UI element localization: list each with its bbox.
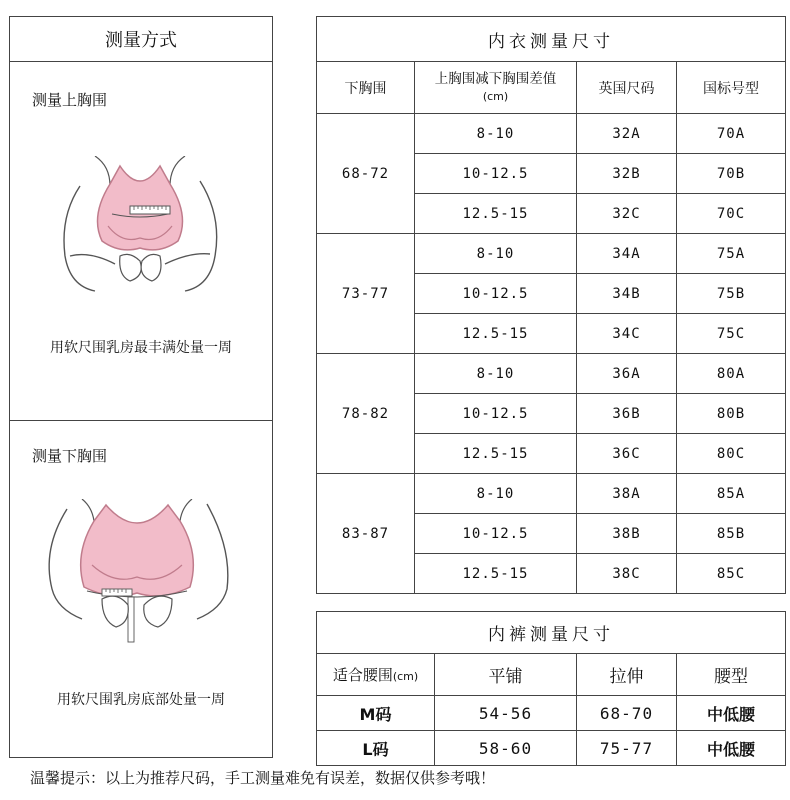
uk-size: 36B <box>577 394 677 434</box>
cn-size: 75A <box>677 234 786 274</box>
header-waist-type: 腰型 <box>677 654 786 696</box>
upper-bust-heading: 测量上胸围 <box>32 91 108 109</box>
header-bust-difference-unit: (cm) <box>482 89 509 103</box>
panty-size: L码 <box>317 731 435 766</box>
table-row <box>317 731 786 766</box>
bust-difference: 10-12.5 <box>415 514 577 554</box>
stretch-range: 68-70 <box>577 696 677 731</box>
uk-size: 36C <box>577 434 677 474</box>
bust-difference: 8-10 <box>415 354 577 394</box>
cn-size: 85B <box>677 514 786 554</box>
header-waist <box>317 654 435 696</box>
header-stretch: 拉伸 <box>577 654 677 696</box>
uk-size: 38A <box>577 474 677 514</box>
uk-size: 36A <box>577 354 677 394</box>
bust-difference: 10-12.5 <box>415 394 577 434</box>
underbust-illustration <box>32 499 247 649</box>
uk-size: 32A <box>577 114 677 154</box>
uk-size: 34B <box>577 274 677 314</box>
cn-size: 80B <box>677 394 786 434</box>
table-row <box>317 114 786 154</box>
header-bust-difference-label: 上胸围减下胸围差值 <box>434 70 557 87</box>
underbust-range: 68-72 <box>317 114 415 234</box>
table-row <box>317 234 786 274</box>
panty-table-title: 内裤测量尺寸 <box>317 612 786 654</box>
header-underbust: 下胸围 <box>317 62 415 114</box>
bust-difference: 12.5-15 <box>415 554 577 594</box>
bust-difference: 12.5-15 <box>415 314 577 354</box>
underbust-heading: 测量下胸围 <box>32 447 108 465</box>
panty-size-table <box>316 611 786 766</box>
bra-table-title: 内衣测量尺寸 <box>317 17 786 62</box>
stretch-range: 75-77 <box>577 731 677 766</box>
flat-range: 58-60 <box>435 731 577 766</box>
underbust-range: 83-87 <box>317 474 415 594</box>
upper-bust-section <box>10 61 272 421</box>
header-waist-unit: (cm) <box>392 670 419 683</box>
bust-difference: 10-12.5 <box>415 274 577 314</box>
header-waist-label: 适合腰围 <box>332 666 393 684</box>
header-bust-difference <box>415 62 577 114</box>
footer-tip: 温馨提示：以上为推荐尺码，手工测量难免有误差，数据仅供参考哦！ <box>30 769 496 787</box>
flat-range: 54-56 <box>435 696 577 731</box>
upper-bust-illustration <box>50 156 230 306</box>
table-row <box>317 474 786 514</box>
panty-table-header <box>317 654 786 696</box>
cn-size: 70C <box>677 194 786 234</box>
bust-difference: 8-10 <box>415 114 577 154</box>
measurement-method-panel <box>9 16 273 758</box>
uk-size: 32C <box>577 194 677 234</box>
bust-difference: 8-10 <box>415 474 577 514</box>
table-row <box>317 354 786 394</box>
cn-size: 70B <box>677 154 786 194</box>
underbust-range: 73-77 <box>317 234 415 354</box>
cn-size: 70A <box>677 114 786 154</box>
uk-size: 34A <box>577 234 677 274</box>
cn-size: 85C <box>677 554 786 594</box>
uk-size: 32B <box>577 154 677 194</box>
cn-size: 80C <box>677 434 786 474</box>
underbust-note: 用软尺围乳房底部处量一周 <box>57 692 225 708</box>
waist-type: 中低腰 <box>677 731 786 766</box>
underbust-section <box>10 421 272 757</box>
bra-table-header <box>317 62 786 114</box>
uk-size: 38B <box>577 514 677 554</box>
panty-size: M码 <box>317 696 435 731</box>
table-row <box>317 696 786 731</box>
cn-size: 80A <box>677 354 786 394</box>
bust-difference: 10-12.5 <box>415 154 577 194</box>
cn-size: 85A <box>677 474 786 514</box>
bust-difference: 12.5-15 <box>415 194 577 234</box>
underbust-range: 78-82 <box>317 354 415 474</box>
uk-size: 38C <box>577 554 677 594</box>
measurement-method-title: 测量方式 <box>10 17 272 62</box>
upper-bust-note: 用软尺围乳房最丰满处量一周 <box>50 340 232 356</box>
bust-difference: 12.5-15 <box>415 434 577 474</box>
waist-type: 中低腰 <box>677 696 786 731</box>
bra-size-table <box>316 16 786 594</box>
header-cn-size: 国标号型 <box>677 62 786 114</box>
cn-size: 75C <box>677 314 786 354</box>
uk-size: 34C <box>577 314 677 354</box>
cn-size: 75B <box>677 274 786 314</box>
bust-difference: 8-10 <box>415 234 577 274</box>
header-uk-size: 英国尺码 <box>577 62 677 114</box>
header-flat: 平铺 <box>435 654 577 696</box>
